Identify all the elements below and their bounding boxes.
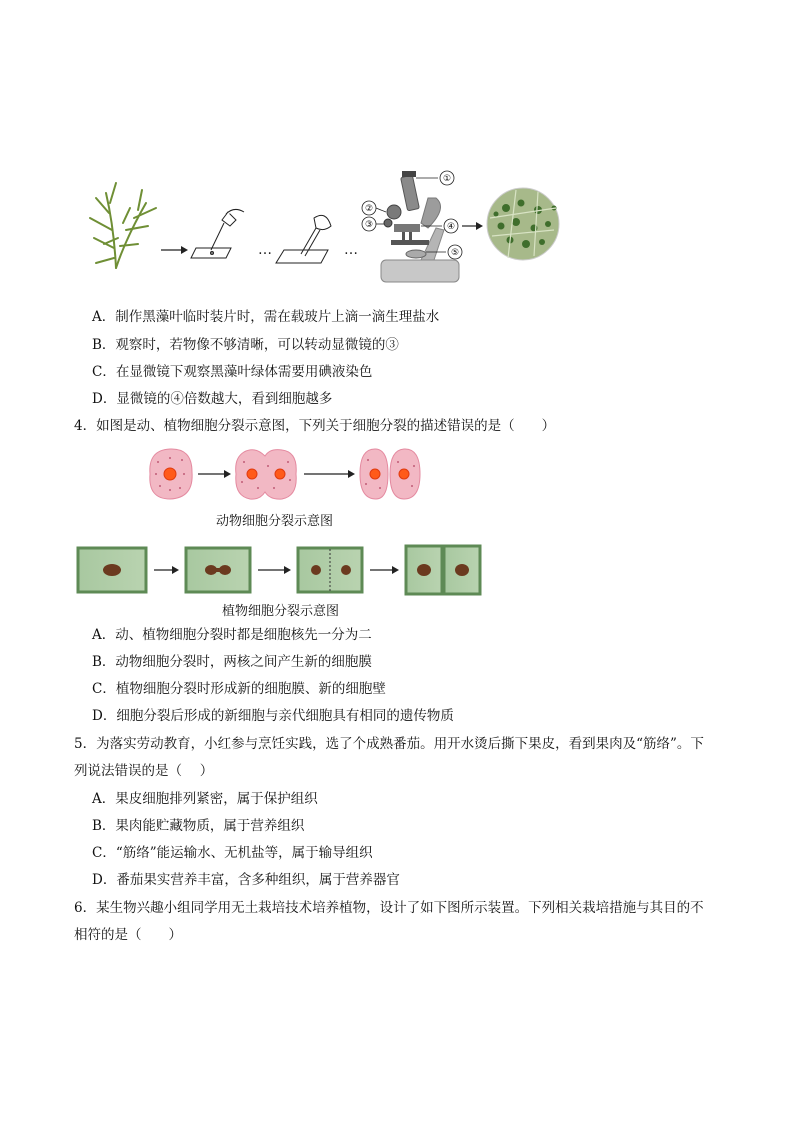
arrow-icon <box>370 566 399 574</box>
plant-caption: 植物细胞分裂示意图 <box>222 604 340 619</box>
microscope-view-image <box>487 188 559 260</box>
q5-option-b: B．果肉能贮藏物质，属于营养组织 <box>92 818 305 834</box>
arrow-icon <box>258 566 291 574</box>
label-4: ④ <box>446 222 456 232</box>
plant-cell-plate-image <box>298 548 362 592</box>
q5-option-d: D．番茄果实营养丰富，含多种组织，属于营养器官 <box>92 872 400 888</box>
black-algae-plant-image <box>90 183 156 268</box>
q6-stem-line1: 6．某生物兴趣小组同学用无土栽培技术培养植物，设计了如下图所示装置。下列相关栽培措施与其目的不 <box>74 900 704 916</box>
q5-option-a: A．果皮细胞排列紧密，属于保护组织 <box>92 791 318 807</box>
label-3: ③ <box>364 220 374 230</box>
q6-stem-line2: 相符的是（ ） <box>74 927 182 943</box>
arrow-icon <box>462 222 483 230</box>
ellipsis-1: … <box>258 242 272 258</box>
q5-stem-line2: 列说法错误的是（ ） <box>74 763 214 779</box>
label-1: ① <box>442 174 452 184</box>
ellipsis-2: … <box>344 242 358 258</box>
q5-stem-line1: 5．为落实劳动教育，小红参与烹饪实践，选了个成熟番茄。用开水烫后撕下果皮，看到果肉及“筋络”。下 <box>74 736 704 752</box>
q5-option-c: C．“筋络”能运输水、无机盐等，属于输导组织 <box>92 845 373 861</box>
animal-cell-division-figure <box>140 444 450 504</box>
plant-cells-divided-image <box>406 546 480 594</box>
q4-option-a: A．动、植物细胞分裂时都是细胞核先一分为二 <box>92 627 372 643</box>
plant-cell-division-figure <box>74 540 486 600</box>
q4-option-d: D．细胞分裂后形成的新细胞与亲代细胞具有相同的遗传物质 <box>92 708 454 724</box>
label-5: ⑤ <box>450 248 460 258</box>
slide-dropper-image <box>191 209 244 258</box>
arrow-icon <box>154 566 179 574</box>
q4-option-b: B．动物细胞分裂时，两核之间产生新的细胞膜 <box>92 654 372 670</box>
q3-option-a: A．制作黑藻叶临时装片时，需在载玻片上滴一滴生理盐水 <box>92 309 440 325</box>
q3-option-b: B．观察时，若物像不够清晰，可以转动显微镜的③ <box>92 337 399 353</box>
animal-caption: 动物细胞分裂示意图 <box>216 514 334 529</box>
plant-cell-image <box>78 548 146 592</box>
animal-cell-image <box>150 449 192 499</box>
animal-cells-divided-image <box>360 449 420 499</box>
arrow-icon <box>198 470 231 478</box>
q4-stem: 4．如图是动、植物细胞分裂示意图，下列关于细胞分裂的描述错误的是（ ） <box>74 418 556 434</box>
slide-forceps-image <box>276 215 331 263</box>
arrow-icon <box>161 246 188 254</box>
q4-option-c: C．植物细胞分裂时形成新的细胞膜、新的细胞壁 <box>92 681 386 697</box>
arrow-icon <box>304 470 355 478</box>
label-2: ② <box>364 204 374 214</box>
q3-option-c: C．在显微镜下观察黑藻叶绿体需要用碘液染色 <box>92 364 373 380</box>
animal-cell-dividing-image <box>236 450 297 500</box>
microscope-procedure-figure <box>76 168 566 288</box>
q3-option-d: D．显微镜的④倍数越大，看到细胞越多 <box>92 391 333 407</box>
plant-cell-dividing-image <box>186 548 250 592</box>
